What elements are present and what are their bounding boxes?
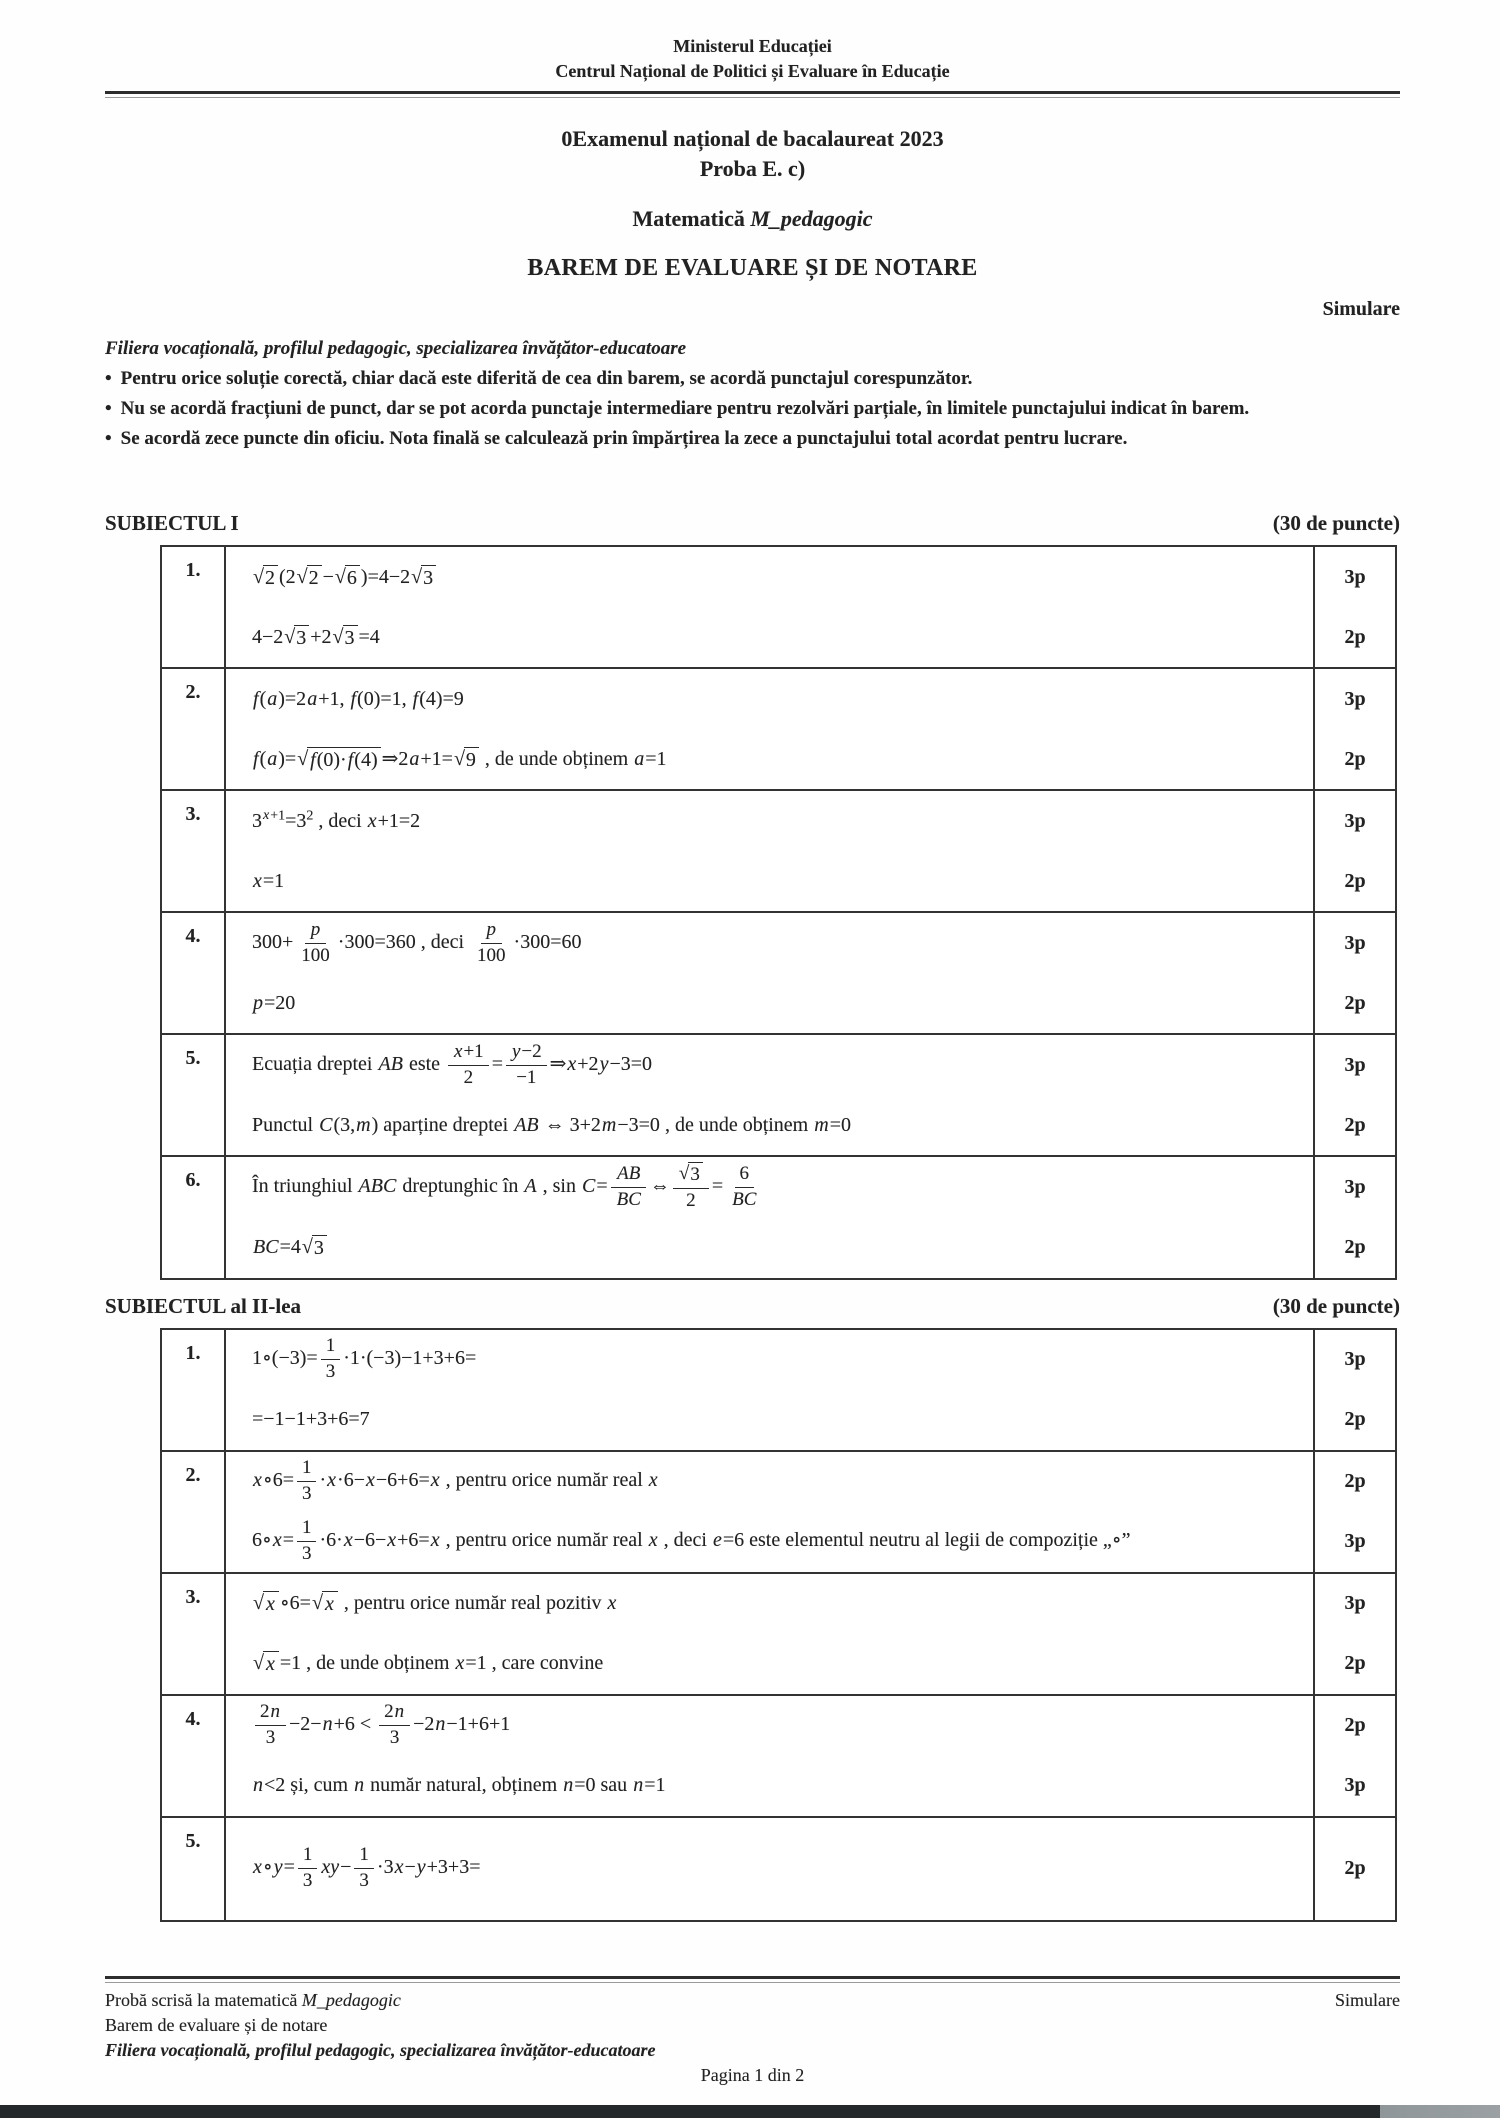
math-variable: n [435, 1713, 446, 1736]
math-text: Ecuația dreptei [252, 1052, 378, 1075]
exam-proba: Proba E. c) [699, 156, 806, 181]
row-number: 3. [162, 791, 226, 911]
points-cell: 3p [1313, 547, 1395, 607]
points-cell: 3p [1313, 913, 1395, 973]
fraction-numerator: 1 [297, 1517, 317, 1542]
math-variable: x [265, 1593, 275, 1616]
math-formula: x∘6= $\frac{1}{3}$ ·x·6−x−6+6=x , pentru orice număr real x [253, 1457, 658, 1505]
radicand: 6 [345, 565, 360, 591]
math-variable: C [319, 1113, 333, 1136]
section-header [105, 1294, 1400, 1319]
math-variable: AB [514, 1113, 539, 1136]
math-text: , deci [313, 809, 367, 832]
radical-sign: √ [253, 565, 264, 588]
math-formula: $3^{x+1}=3^2$ , deci x+1=2 [252, 807, 421, 832]
math-formula: În triunghiul ABC dreptunghic în A , sin C= $\frac{AB}{BC}$ ⇔ √ 3 2 = $\frac{6}{BC}$ [252, 1162, 765, 1213]
radical-sign: √ [296, 565, 308, 588]
barem-title: BAREM DE EVALUARE ȘI DE NOTARE [527, 255, 978, 281]
rules-list-item [105, 394, 1400, 423]
math-text: , de unde obținem [659, 1113, 814, 1136]
fraction-denominator: 100 [477, 944, 506, 966]
math-variable: x [367, 809, 377, 832]
math-formula: Ecuația dreptei AB este $\frac{x+1}{2}$ = $\frac{y-2}{-1}$ ⇒x+2y−3=0 [252, 1040, 653, 1088]
answer-line [226, 973, 1313, 1033]
exam-subject-prefix: Matematică [632, 206, 751, 231]
math-text: , deci [415, 930, 470, 953]
math-text: , sin [537, 1174, 581, 1197]
footer-row1 [105, 1988, 1400, 2013]
points-cell: 2p [1313, 1696, 1395, 1756]
footer-session-label: Simulare [1335, 1990, 1400, 2010]
math-variable: n [322, 1713, 333, 1736]
table-row [162, 1155, 1395, 1278]
answer-line [226, 547, 1313, 607]
math-variable: f [412, 687, 419, 710]
radicand: f(0)·f(4) [307, 747, 380, 773]
math-variable: n [563, 1774, 574, 1797]
answer-line [226, 1157, 1313, 1218]
math-variable: a [409, 747, 420, 770]
fraction-denominator: 3 [301, 1483, 312, 1505]
math-variable: e [712, 1529, 722, 1552]
radicand: 3 [688, 1162, 703, 1187]
bullet-icon: • [105, 428, 112, 449]
row-number: 5. [162, 1818, 226, 1920]
math-variable: f [253, 687, 259, 710]
fraction [506, 1041, 547, 1090]
math-variable: x [343, 1529, 353, 1552]
fraction [448, 1041, 489, 1090]
row-number: 4. [162, 1696, 226, 1816]
math-variable: f [310, 748, 316, 771]
points-cell: 2p [1313, 1095, 1395, 1155]
math-variable: x [253, 869, 262, 892]
fraction-numerator: 1 [297, 1457, 317, 1482]
answer-line [226, 1390, 1313, 1450]
radical-sign: √ [411, 565, 423, 588]
math-formula: Punctul C(3,m) aparține dreptei AB ⇔ 3+2m−3=0 , de unde obținem m=0 [252, 1113, 851, 1136]
radicand [263, 1591, 279, 1617]
exam-title: 0Examenul național de bacalaureat 2023 [561, 126, 944, 151]
square-root [335, 565, 360, 591]
radical-sign: √ [301, 1236, 313, 1259]
fraction [296, 919, 335, 968]
square-root [253, 565, 278, 591]
fraction [297, 1517, 317, 1566]
points-cell: 2p [1313, 1818, 1395, 1920]
answer-line [226, 1818, 1313, 1920]
math-variable: a [267, 747, 278, 770]
fraction-numerator [611, 1163, 646, 1188]
math-variable: x [253, 1469, 262, 1492]
ministry-line2: Centrul Național de Politici și Evaluare în Educație [555, 61, 950, 81]
exam-subject [105, 204, 1400, 234]
radicand: 3 [343, 625, 358, 651]
math-formula: x=1 [253, 869, 285, 892]
radicand: 3 [312, 1235, 327, 1261]
math-variable: m [356, 1113, 371, 1136]
fraction-denominator: 2 [686, 1189, 696, 1211]
fraction-numerator: 2n [379, 1701, 410, 1726]
radicand [263, 1651, 279, 1677]
radical-sign: √ [253, 1592, 264, 1615]
math-variable: a [307, 687, 318, 710]
section-points-label: (30 de puncte) [1272, 1293, 1400, 1318]
math-text [565, 1114, 570, 1136]
scoring-sections [105, 511, 1400, 1922]
fraction-numerator: x+1 [448, 1041, 489, 1066]
math-formula: 4−2 √ 3 +2 √ 3 =4 [252, 625, 380, 649]
rule-text: Nu se acordă fracțiuni de punct, dar se pot acorda punctaje intermediare pentru rezolvări parțiale, în limitele punctajului indicat în barem. [120, 398, 1250, 419]
math-formula: p=20 [253, 991, 296, 1014]
row-number: 6. [162, 1157, 226, 1278]
fraction-numerator: 1 [298, 1844, 318, 1869]
points-cell: 3p [1313, 1157, 1395, 1218]
fraction-numerator: 1 [354, 1844, 374, 1869]
points-cell: 3p [1313, 1756, 1395, 1816]
row-number: 3. [162, 1574, 226, 1694]
math-formula: √ 2 (2 √ 2 − √ 6 )=4−2 √ 3 [252, 562, 437, 593]
page-header [105, 34, 1400, 322]
square-root [312, 1591, 338, 1617]
square-root [253, 1651, 279, 1677]
fraction [354, 1844, 374, 1893]
math-formula: √ x =1 , de unde obținem x=1 , care convine [253, 1652, 604, 1676]
math-variable: xy [321, 1856, 340, 1879]
math-text: număr natural, obținem [365, 1774, 563, 1797]
math-formula: 300+ $\frac{p}{100}$ ·300=360 , deci $\frac{p}{100}$ ·300=60 [252, 918, 582, 966]
superscript: x+1 [263, 807, 286, 823]
points-cell: 3p [1313, 1035, 1395, 1095]
fraction-denominator: 100 [301, 944, 330, 966]
math-variable: BC [732, 1188, 757, 1210]
math-formula: n<2 și, cum n număr natural, obținem n=0 sau n=1 [253, 1774, 666, 1797]
math-variable: p [310, 918, 321, 940]
fraction-numerator: 2n [255, 1701, 286, 1726]
square-root [302, 1235, 327, 1261]
math-variable: n [270, 1701, 280, 1723]
math-formula: √ x ∘6= √ x , pentru orice număr real pozitiv x [253, 1592, 617, 1616]
fraction-numerator [305, 919, 327, 944]
table-row [162, 667, 1395, 789]
math-variable: x [366, 1469, 375, 1492]
math-variable: f [350, 687, 357, 710]
barem-table [160, 1328, 1397, 1922]
table-row [162, 1816, 1395, 1920]
radicand: 2 [263, 565, 278, 591]
math-variable: x [430, 1529, 440, 1552]
math-variable: x [263, 807, 270, 823]
section-title: SUBIECTUL I [105, 511, 239, 535]
superscript: 2 [306, 807, 314, 823]
math-variable: x [607, 1592, 617, 1615]
footer-proba-text: Probă scrisă la matematică [105, 1990, 302, 2010]
math-variable: f [253, 747, 259, 770]
points-cell: 3p [1313, 669, 1395, 729]
answer-line [226, 851, 1313, 911]
points-cell: 3p [1313, 1512, 1395, 1572]
square-root [679, 1162, 703, 1187]
ministry-line1: Ministerul Educației [673, 36, 832, 56]
answer-line [226, 1696, 1313, 1756]
fraction [255, 1701, 286, 1750]
math-variable: ABC [358, 1174, 397, 1197]
page-number: Pagina 1 din 2 [700, 2065, 805, 2085]
section-header [105, 511, 1400, 536]
footer-proba-profile: M_pedagogic [301, 1990, 401, 2010]
answer-line [226, 1756, 1313, 1816]
bullet-icon: • [105, 398, 112, 419]
math-formula: 1∘(−3)= $\frac{1}{3}$ ·1·(−3)−1+3+6= [252, 1335, 477, 1383]
points-cell: 2p [1313, 1452, 1395, 1512]
fraction [297, 1457, 317, 1506]
section-points-label: (30 de puncte) [1272, 511, 1400, 535]
fraction [298, 1844, 318, 1893]
square-root [284, 625, 309, 651]
math-variable: m [601, 1113, 617, 1136]
fraction-numerator: 6 [735, 1163, 755, 1188]
row-number: 5. [162, 1035, 226, 1155]
math-text: este [403, 1052, 446, 1075]
math-variable: x [648, 1469, 658, 1492]
fraction-numerator: y−2 [506, 1041, 547, 1066]
answer-line [226, 913, 1313, 973]
math-text: , pentru orice număr real [440, 1529, 648, 1552]
table-row [162, 789, 1395, 911]
table-row [162, 1694, 1395, 1816]
table-row [162, 1330, 1395, 1450]
row-number: 4. [162, 913, 226, 1033]
math-variable: y [416, 1856, 426, 1879]
exam-subject-profile: M_pedagogic [750, 206, 873, 231]
radicand: 9 [464, 747, 479, 773]
fraction [321, 1335, 341, 1384]
rule-text: Se acordă zece puncte din oficiu. Nota finală se calculează prin împărțirea la zece a punctajului total acordat pentru lucrare. [120, 428, 1128, 449]
math-variable: n [394, 1701, 405, 1723]
rules-list-item [105, 364, 1400, 393]
radical-sign: √ [253, 1652, 264, 1675]
square-root [253, 1591, 279, 1617]
row-number: 2. [162, 1452, 226, 1572]
fraction-denominator [611, 1188, 647, 1212]
table-row [162, 1033, 1395, 1155]
answer-line [226, 1512, 1313, 1572]
math-variable: AB [378, 1052, 403, 1075]
radical-sign: √ [334, 565, 346, 588]
barem-table [160, 545, 1397, 1280]
math-variable: x [454, 1040, 463, 1062]
answer-line [226, 1574, 1313, 1634]
math-text: dreptunghic în [397, 1174, 524, 1197]
answer-line [226, 1218, 1313, 1278]
fraction-numerator: 1 [321, 1335, 341, 1360]
answer-line [226, 1452, 1313, 1512]
math-formula: f(a)= √ f(0)·f(4) ⇒2a+1= √ 9 , de unde obținem a=1 [253, 747, 667, 771]
square-root [297, 747, 380, 773]
points-cell: 3p [1313, 1574, 1395, 1634]
fraction [611, 1163, 647, 1212]
square-root [333, 625, 358, 651]
filiera-line: Filiera vocațională, profilul pedagogic, specializarea învățător-educatoare [105, 338, 687, 359]
session-label: Simulare [1322, 298, 1400, 320]
points-cell: 2p [1313, 729, 1395, 789]
math-variable: C [581, 1174, 596, 1197]
math-text: este elementul neutru al legii de compoziție „∘” [744, 1529, 1131, 1552]
math-text: , deci [658, 1529, 712, 1552]
math-variable: x [253, 1856, 262, 1879]
radicand: 2 [307, 565, 322, 591]
table-row [162, 547, 1395, 667]
fraction-denominator: −1 [516, 1066, 537, 1088]
points-cell: 2p [1313, 607, 1395, 667]
math-variable: n [354, 1774, 365, 1797]
math-formula: BC=4 √ 3 [252, 1232, 328, 1263]
math-variable: x [648, 1529, 658, 1552]
math-variable: AB [617, 1162, 641, 1184]
row-number: 1. [162, 547, 226, 667]
row-number: 1. [162, 1330, 226, 1450]
math-text: , pentru orice număr real pozitiv [338, 1592, 607, 1615]
radical-sign: √ [284, 625, 296, 648]
math-variable: BC [616, 1188, 641, 1210]
math-variable: x [394, 1856, 404, 1879]
math-variable: x [387, 1529, 397, 1552]
radical-sign: √ [453, 747, 465, 770]
points-cell: 2p [1313, 1634, 1395, 1694]
math-text: aparține dreptei [378, 1113, 514, 1136]
fraction-numerator [673, 1162, 709, 1189]
fraction-denominator: 3 [389, 1727, 400, 1749]
answer-line [226, 1330, 1313, 1390]
fraction-numerator [481, 919, 503, 944]
header-divider [105, 91, 1400, 98]
points-cell: 2p [1313, 973, 1395, 1033]
math-text: , de unde obținem [301, 1652, 455, 1675]
math-variable: n [633, 1774, 644, 1797]
square-root [297, 565, 322, 591]
footer-barem-line: Barem de evaluare și de notare [105, 2015, 328, 2035]
math-variable: y [599, 1052, 609, 1075]
math-variable: n [253, 1774, 263, 1797]
answer-line [226, 791, 1313, 851]
radical-sign: √ [297, 747, 309, 770]
math-text: , care convine [486, 1652, 604, 1675]
radicand [322, 1591, 338, 1617]
math-variable: y [511, 1040, 521, 1062]
math-variable: f [347, 748, 354, 771]
answer-line [226, 669, 1313, 729]
rule-text: Pentru orice soluție corectă, chiar dacă este diferită de cea din barem, se acordă punctajul corespunzător. [120, 368, 973, 389]
grading-rules [105, 336, 1400, 453]
radical-sign: √ [678, 1163, 690, 1184]
math-variable: a [267, 687, 278, 710]
answer-line [226, 729, 1313, 789]
square-root [411, 565, 436, 591]
footer-proba-line [105, 1988, 401, 2013]
fraction-denominator: 2 [463, 1066, 474, 1088]
fraction [673, 1162, 709, 1213]
fraction-denominator: 3 [325, 1361, 336, 1383]
math-variable: x [265, 1653, 275, 1676]
points-cell: 2p [1313, 1390, 1395, 1450]
radical-sign: √ [332, 625, 344, 648]
math-variable: x [272, 1529, 282, 1552]
fraction-denominator: 3 [265, 1727, 276, 1749]
footer-filiera-line: Filiera vocațională, profilul pedagogic, specializarea învățător-educatoare [105, 2040, 656, 2060]
footer-divider [105, 1976, 1400, 1983]
math-formula: $\frac{2n}{3}$ −2−n+6 < $\frac{2n}{3}$ −2n−1+6+1 [252, 1701, 510, 1750]
radicand: 3 [421, 565, 436, 591]
math-variable: p [486, 918, 497, 940]
fraction [726, 1163, 762, 1212]
math-variable: a [634, 747, 645, 770]
answer-line [226, 1634, 1313, 1694]
math-variable: BC [253, 1236, 279, 1259]
math-formula: f(a)=2a+1, f(0)=1, f(4)=9 [253, 687, 464, 710]
math-variable: x [327, 1469, 337, 1492]
rules-list [105, 364, 1400, 453]
fraction [379, 1701, 410, 1750]
page-footer [105, 1976, 1400, 2088]
math-variable: A [524, 1174, 537, 1197]
math-variable: x [430, 1469, 440, 1492]
answer-line [226, 1035, 1313, 1095]
bullet-icon: • [105, 368, 112, 389]
math-formula: 6∘x= $\frac{1}{3}$ ·6·x−6−x+6=x , pentru orice număr real x , deci e=6 este elementul neutru al legii de compoziție „∘” [252, 1517, 1131, 1565]
fraction-denominator: 3 [359, 1870, 369, 1892]
math-text: și, cum [285, 1774, 354, 1797]
math-variable: x [324, 1593, 334, 1616]
points-cell: 3p [1313, 791, 1395, 851]
math-variable: y [273, 1856, 283, 1879]
math-text: Punctul [252, 1113, 319, 1136]
math-variable: m [814, 1113, 829, 1136]
rules-list-item [105, 424, 1400, 453]
math-formula: x∘y= $\frac{1}{3}$ xy− $\frac{1}{3}$ ·3x−y+3+3= [253, 1844, 481, 1892]
fraction-denominator: 3 [302, 1870, 313, 1892]
math-formula: =−1−1+3+6=7 [252, 1408, 370, 1431]
section-title: SUBIECTUL al II-lea [105, 1293, 302, 1318]
table-row [162, 1450, 1395, 1572]
math-variable: p [253, 991, 263, 1014]
math-text: În triunghiul [252, 1174, 358, 1197]
table-row [162, 1572, 1395, 1694]
scan-bottom-bar [0, 2105, 1500, 2118]
math-text: sau [595, 1774, 633, 1797]
points-cell: 3p [1313, 1330, 1395, 1390]
square-root [454, 747, 479, 773]
points-cell: 2p [1313, 851, 1395, 911]
answer-line [226, 1095, 1313, 1155]
fraction-denominator: 3 [301, 1543, 312, 1565]
row-number: 2. [162, 669, 226, 789]
fraction [472, 919, 511, 968]
table-row [162, 911, 1395, 1033]
math-text: , pentru orice număr real [440, 1469, 648, 1492]
radical-sign: √ [311, 1592, 323, 1615]
answer-line [226, 607, 1313, 667]
math-variable: x [567, 1052, 577, 1075]
radicand: 3 [294, 625, 309, 651]
math-text: , de unde obținem [479, 747, 634, 770]
fraction-denominator [726, 1188, 762, 1212]
math-variable: x [455, 1652, 465, 1675]
points-cell: 2p [1313, 1218, 1395, 1278]
